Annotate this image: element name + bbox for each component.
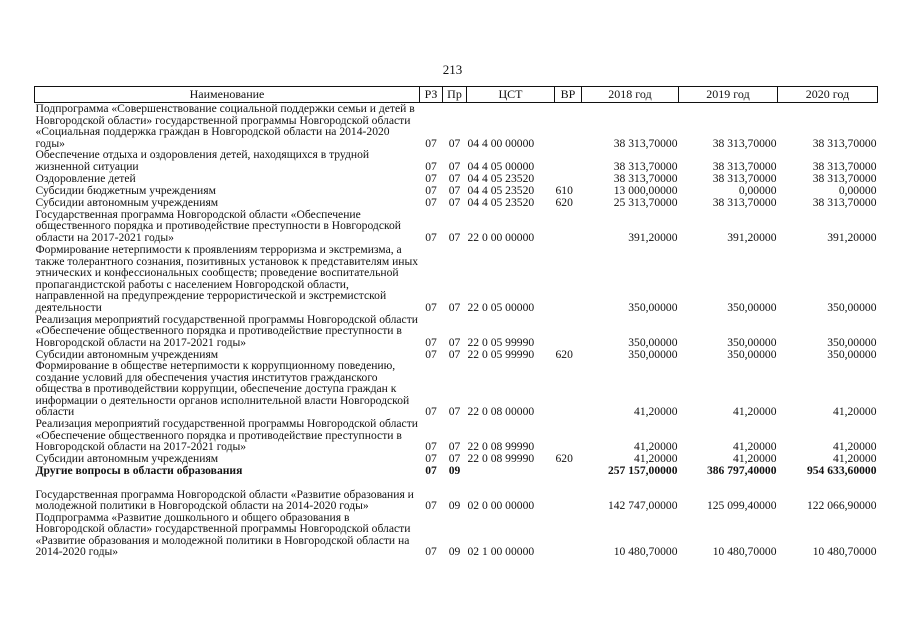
row-cst: 04 4 00 00000	[467, 136, 535, 150]
row-2019: 0,00000	[738, 183, 777, 197]
row-name: Обеспечение отдыха и оздоровления детей, находящихся в трудной жизненной ситуации	[35, 148, 370, 173]
row-name: Реализация мероприятий государственной программы Новгородской области «Обеспечение общественного порядка и противодействие преступности в Новгородской области на 2017-2021 годы»	[35, 312, 418, 349]
table-row	[35, 418, 878, 453]
row-pr: 07	[448, 195, 461, 209]
row-name: Государственная программа Новгородской области «Обеспечение общественного порядка и противодействие преступности в Новгородской области на 2017-2021 годы»	[35, 207, 402, 244]
row-2019: 41,20000	[733, 452, 777, 465]
row-pr: 07	[448, 171, 461, 185]
table-row	[35, 103, 878, 150]
row-cst: 04 4 05 23520	[467, 183, 535, 197]
page-number: 213	[442, 62, 463, 77]
row-rz: 07	[425, 230, 437, 244]
row-pr: 09	[448, 545, 461, 558]
row-2019: 38 313,70000	[712, 136, 777, 150]
row-rz: 07	[425, 136, 437, 150]
header-2019: 2019 год	[679, 87, 778, 103]
row-vr: 620	[555, 347, 573, 361]
table-row	[35, 477, 878, 512]
row-name: Реализация мероприятий государственной программы Новгородской области «Обеспечение общественного порядка и противодействие преступности в Новгородской области на 2017-2021 годы»	[35, 417, 418, 453]
row-vr	[555, 208, 582, 243]
row-2019: 41,20000	[733, 405, 777, 418]
row-pr: 09	[448, 499, 461, 512]
row-rz: 07	[425, 405, 437, 418]
budget-table	[34, 86, 878, 558]
row-2019: 38 313,70000	[712, 195, 777, 209]
row-2020: 38 313,70000	[812, 159, 877, 173]
row-2018: 41,20000	[634, 452, 678, 465]
row-2019: 125 099,40000	[706, 499, 777, 512]
row-2019: 350,00000	[727, 347, 777, 361]
row-pr: 07	[448, 405, 461, 418]
row-pr: 07	[448, 230, 461, 244]
row-name: Подпрограмма «Развитие дошкольного и общего образования в Новгородской области» государственной программы Новгородской области «Развитие образования и молодежной политики в Новгородской области на 2014-2020 годы»	[35, 510, 411, 558]
row-cst: 22 0 08 00000	[467, 405, 535, 418]
row-2020: 38 313,70000	[812, 136, 877, 150]
row-name: Субсидии автономным учреждениям	[35, 452, 219, 465]
row-cst: 22 0 05 99990	[467, 347, 535, 361]
row-cst	[467, 465, 555, 477]
row-2018: 350,00000	[628, 347, 678, 361]
row-pr: 07	[448, 136, 461, 150]
row-2018: 257 157,00000	[607, 464, 678, 477]
row-name: Формирование в обществе нетерпимости к коррупционному поведению, создание условий для обеспечения участия институтов гражданского общества в противодействии коррупции, обеспечение доступа граждан к информации о деятельности органов исполнительной власти Новгородской области	[35, 359, 410, 418]
header-vr: ВР	[555, 87, 582, 103]
row-vr	[555, 418, 582, 453]
row-rz: 07	[425, 464, 437, 477]
row-cst: 22 0 05 00000	[467, 300, 535, 314]
header-2020: 2020 год	[778, 87, 878, 103]
row-vr	[555, 149, 582, 172]
header-2018: 2018 год	[582, 87, 679, 103]
table-row	[35, 465, 878, 477]
row-2018: 38 313,70000	[613, 136, 678, 150]
table-header-row	[35, 87, 878, 103]
row-name: Субсидии автономным учреждениям	[35, 347, 219, 361]
row-cst: 04 4 05 00000	[467, 159, 535, 173]
row-vr: 620	[555, 195, 573, 209]
row-2020: 41,20000	[833, 452, 877, 465]
row-pr: 07	[448, 300, 461, 314]
row-2018: 41,20000	[634, 440, 678, 453]
row-2020: 391,20000	[827, 230, 877, 244]
row-2019: 38 313,70000	[712, 171, 777, 185]
row-rz: 07	[425, 159, 437, 173]
row-vr: 620	[555, 452, 573, 465]
row-cst: 22 0 05 99990	[467, 335, 535, 349]
table-row	[35, 172, 878, 184]
row-2019: 41,20000	[733, 440, 777, 453]
table-row	[35, 208, 878, 243]
row-rz: 07	[425, 347, 437, 361]
row-pr: 07	[448, 452, 461, 465]
row-name: Формирование нетерпимости к проявлениям терроризма и экстремизма, а также толерантного сознания, позитивных установок к представителям иных этнических и конфессиональных сообществ; проведение воспитательной пропагандистской работы с населением Новгородской области, направленной на предупреждение террористической и экстремистской деятельности	[35, 243, 419, 314]
row-cst: 22 0 08 99990	[467, 440, 535, 453]
row-name: Подпрограмма «Совершенствование социальной поддержки семьи и детей в Новгородской области» государственной программы Новгородской области «Социальная поддержка граждан в Новгородской области на 2014-2020 годы»	[35, 102, 415, 150]
row-2020: 122 066,90000	[806, 499, 877, 512]
row-pr: 07	[448, 335, 461, 349]
row-name: Субсидии бюджетным учреждениям	[35, 183, 216, 197]
table-row	[35, 196, 878, 208]
row-vr	[555, 465, 582, 477]
row-cst: 22 0 08 99990	[467, 452, 535, 465]
row-pr: 07	[448, 440, 461, 453]
row-2019: 38 313,70000	[712, 159, 777, 173]
row-name: Субсидии автономным учреждениям	[35, 195, 219, 209]
table-row	[35, 512, 878, 558]
row-vr: 610	[555, 183, 573, 197]
row-rz: 07	[425, 440, 437, 453]
row-pr: 09	[448, 464, 461, 477]
row-vr	[555, 243, 582, 313]
row-cst: 02 1 00 00000	[467, 545, 535, 558]
row-rz: 07	[425, 499, 437, 512]
row-2018: 13 000,00000	[613, 183, 678, 197]
table-row	[35, 360, 878, 418]
row-rz: 07	[425, 335, 437, 349]
row-vr	[555, 512, 582, 558]
row-rz: 07	[425, 545, 437, 558]
table-row	[35, 453, 878, 465]
row-cst: 04 4 05 23520	[467, 171, 535, 185]
row-cst: 22 0 00 00000	[467, 230, 535, 244]
row-rz: 07	[425, 183, 437, 197]
header-cst: ЦСТ	[467, 87, 555, 103]
row-vr	[555, 103, 582, 150]
row-vr	[555, 172, 582, 184]
row-rz: 07	[425, 195, 437, 209]
row-rz: 07	[425, 171, 437, 185]
header-pr: Пр	[443, 87, 467, 103]
row-cst: 04 4 05 23520	[467, 195, 535, 209]
row-2019: 350,00000	[727, 335, 777, 349]
row-2020: 10 480,70000	[812, 545, 877, 558]
row-2018: 391,20000	[628, 230, 678, 244]
row-name: Другие вопросы в области образования	[35, 464, 243, 477]
row-2019: 386 797,40000	[706, 464, 777, 477]
row-2018: 38 313,70000	[613, 159, 678, 173]
row-2018: 25 313,70000	[613, 195, 678, 209]
row-2020: 350,00000	[827, 335, 877, 349]
row-vr	[555, 313, 582, 348]
row-2020: 41,20000	[833, 440, 877, 453]
row-pr: 07	[448, 347, 461, 361]
table-row	[35, 184, 878, 196]
table-row	[35, 243, 878, 313]
row-vr	[555, 360, 582, 418]
row-2019: 350,00000	[727, 300, 777, 314]
row-rz: 07	[425, 452, 437, 465]
row-cst: 02 0 00 00000	[467, 499, 535, 512]
header-name: Наименование	[35, 87, 420, 103]
row-2020: 38 313,70000	[812, 171, 877, 185]
row-2020: 41,20000	[833, 405, 877, 418]
row-2019: 10 480,70000	[712, 545, 777, 558]
row-2018: 41,20000	[634, 405, 678, 418]
row-vr	[555, 477, 582, 512]
row-rz: 07	[425, 300, 437, 314]
row-pr: 07	[448, 159, 461, 173]
row-2018: 350,00000	[628, 335, 678, 349]
row-2020: 0,00000	[838, 183, 877, 197]
row-2018: 142 747,00000	[607, 499, 678, 512]
row-2019: 391,20000	[727, 230, 777, 244]
table-row	[35, 149, 878, 172]
row-2018: 350,00000	[628, 300, 678, 314]
row-2020: 350,00000	[827, 300, 877, 314]
row-2018: 38 313,70000	[613, 171, 678, 185]
row-name: Государственная программа Новгородской области «Развитие образования и молодежной политики в Новгородской области на 2014-2020 годы»	[35, 487, 414, 512]
row-2020: 350,00000	[827, 347, 877, 361]
row-name: Оздоровление детей	[35, 171, 136, 185]
table-row	[35, 313, 878, 348]
row-pr: 07	[448, 183, 461, 197]
row-2020: 954 633,60000	[806, 464, 877, 477]
header-rz: РЗ	[420, 87, 443, 103]
row-2018: 10 480,70000	[613, 545, 678, 558]
row-2020: 38 313,70000	[812, 195, 877, 209]
